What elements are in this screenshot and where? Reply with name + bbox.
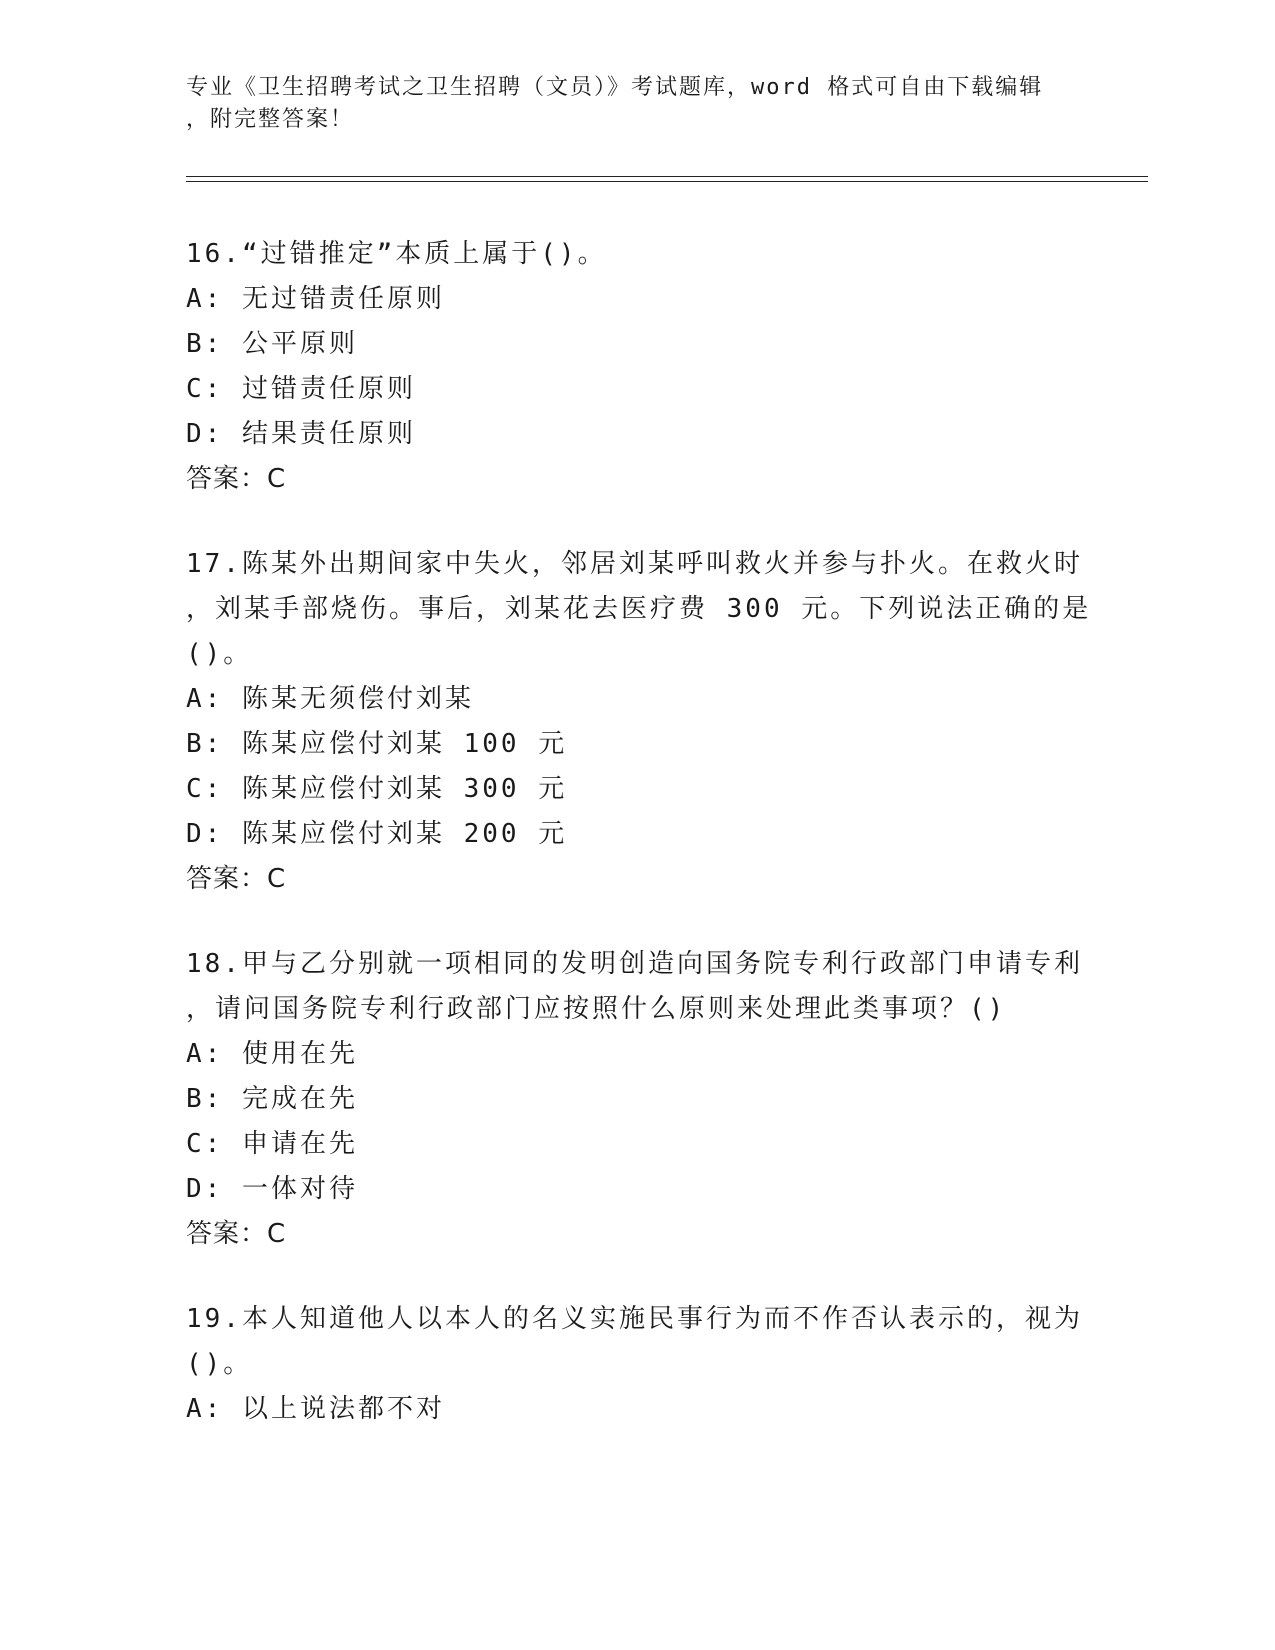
answer: 答案：C bbox=[186, 464, 287, 494]
document-header bbox=[186, 72, 1086, 136]
option-a: A: 无过错责任原则 bbox=[186, 284, 445, 314]
header-line: 专业《卫生招聘考试之卫生招聘（文员）》考试题库，word 格式可自由下载编辑 bbox=[186, 75, 1044, 100]
answer: 答案：C bbox=[186, 864, 287, 894]
question-text: 18.甲与乙分别就一项相同的发明创造向国务院专利行政部门申请专利 bbox=[186, 949, 1083, 979]
option-d: D: 结果责任原则 bbox=[186, 419, 416, 449]
question-list bbox=[186, 232, 1146, 1472]
question-text: ()。 bbox=[186, 1349, 253, 1379]
question-17 bbox=[186, 542, 1146, 902]
option-b: B: 陈某应偿付刘某 100 元 bbox=[186, 729, 568, 759]
option-a: A: 以上说法都不对 bbox=[186, 1394, 445, 1424]
question-text: 19.本人知道他人以本人的名义实施民事行为而不作否认表示的，视为 bbox=[186, 1304, 1083, 1334]
answer: 答案：C bbox=[186, 1219, 287, 1249]
option-a: A: 陈某无须偿付刘某 bbox=[186, 684, 474, 714]
question-text: ，请问国务院专利行政部门应按照什么原则来处理此类事项？() bbox=[186, 994, 1007, 1024]
question-16 bbox=[186, 232, 1146, 502]
question-18 bbox=[186, 942, 1146, 1257]
question-text: 17.陈某外出期间家中失火，邻居刘某呼叫救火并参与扑火。在救火时 bbox=[186, 549, 1083, 579]
header-divider bbox=[186, 176, 1148, 182]
option-a: A: 使用在先 bbox=[186, 1039, 358, 1069]
header-line: ，附完整答案！ bbox=[186, 107, 355, 132]
option-d: D: 陈某应偿付刘某 200 元 bbox=[186, 819, 568, 849]
question-text: 16.“过错推定”本质上属于()。 bbox=[186, 239, 607, 269]
question-text: ()。 bbox=[186, 639, 253, 669]
question-19 bbox=[186, 1297, 1146, 1432]
option-b: B: 公平原则 bbox=[186, 329, 358, 359]
option-c: C: 过错责任原则 bbox=[186, 374, 416, 404]
option-c: C: 申请在先 bbox=[186, 1129, 358, 1159]
option-c: C: 陈某应偿付刘某 300 元 bbox=[186, 774, 568, 804]
option-d: D: 一体对待 bbox=[186, 1174, 358, 1204]
option-b: B: 完成在先 bbox=[186, 1084, 358, 1114]
question-text: ，刘某手部烧伤。事后，刘某花去医疗费 300 元。下列说法正确的是 bbox=[186, 594, 1092, 624]
